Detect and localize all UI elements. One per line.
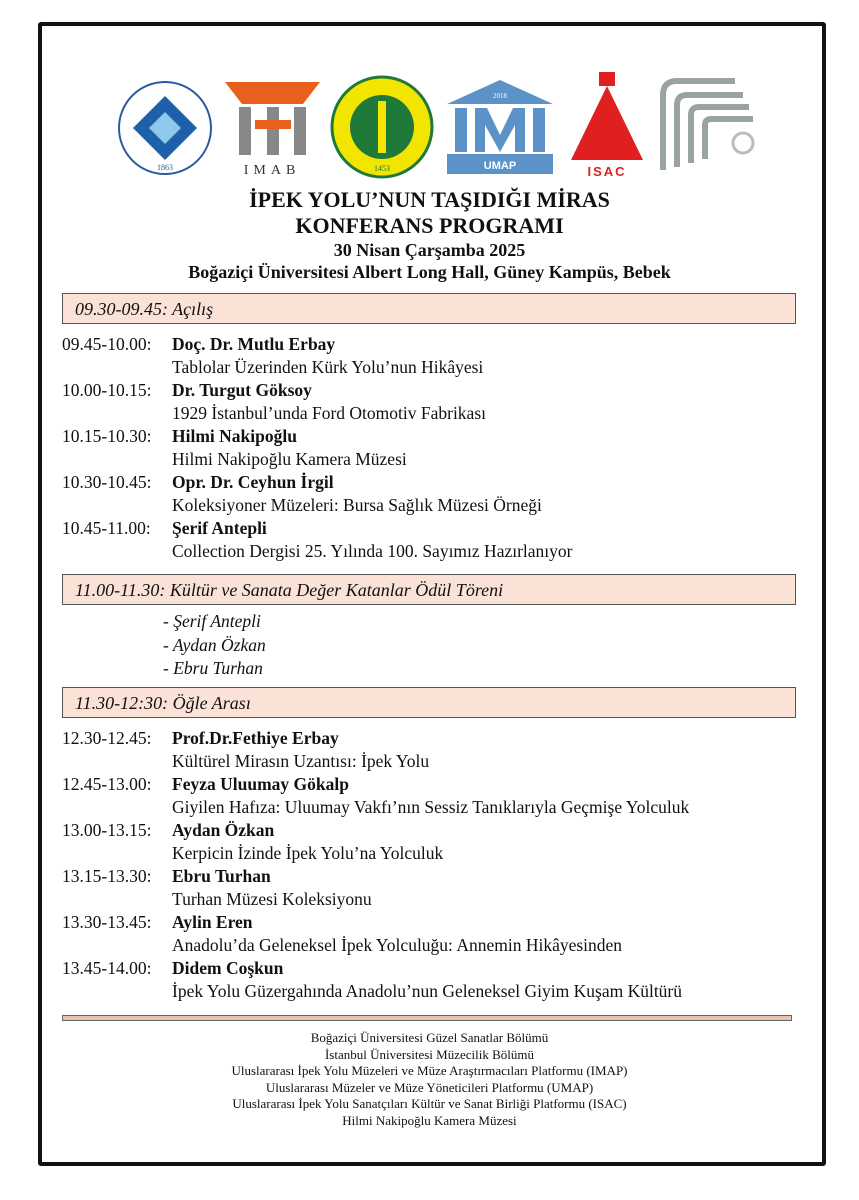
svg-text:IMAB: IMAB (243, 163, 301, 177)
program-title: İPEK YOLU’NUN TAŞIDIĞI MİRAS (249, 187, 610, 212)
speaker-name: Doç. Dr. Mutlu Erbay (172, 334, 336, 354)
entry-time: 13.15-13.30: (62, 866, 152, 886)
entry-time: 12.30-12.45: (62, 728, 152, 748)
entry-time: 12.45-13.00: (62, 774, 152, 794)
session-1 (62, 333, 572, 563)
istanbul-university-logo (330, 75, 434, 179)
svg-text:ISAC: ISAC (587, 164, 627, 179)
organizer: İstanbul Üniversitesi Müzecilik Bölümü (324, 1046, 535, 1062)
speaker-name: Aydan Özkan (172, 820, 275, 840)
talk-topic: Anadolu’da Geleneksel İpek Yolculuğu: Annemin Hikâyesinden (172, 935, 623, 955)
camera-museum-logo (655, 75, 760, 175)
talk-topic: Tablolar Üzerinden Kürk Yolu’nun Hikâyesi (172, 357, 484, 377)
svg-text:UMAP: UMAP (483, 160, 517, 172)
talk-topic: Kerpicin İzinde İpek Yolu’na Yolculuk (172, 843, 444, 863)
entry-time: 09.45-10.00: (62, 334, 152, 354)
speaker-name: Şerif Antepli (172, 518, 267, 538)
program-entry (62, 727, 689, 773)
talk-topic: Hilmi Nakipoğlu Kamera Müzesi (172, 449, 407, 469)
program-subtitle: KONFERANS PROGRAMI (295, 213, 564, 238)
divider (62, 1015, 792, 1021)
speaker-name: Didem Coşkun (172, 958, 284, 978)
speaker-name: Prof.Dr.Fethiye Erbay (172, 728, 339, 748)
entry-time: 10.00-10.15: (62, 380, 152, 400)
organizer: Hilmi Nakipoğlu Kamera Müzesi (342, 1112, 517, 1128)
section-award-ceremony: 11.00-11.30: Kültür ve Sanata Değer Katanlar Ödül Töreni (62, 574, 796, 605)
talk-topic: Giyilen Hafıza: Uluumay Vakfı’nın Sessiz Tanıklarıyla Geçmişe Yolculuk (172, 797, 690, 817)
section-lunch-break: 11.30-12:30: Öğle Arası (62, 687, 796, 718)
svg-text:2018: 2018 (493, 92, 507, 100)
award-recipient: - Aydan Özkan (163, 634, 266, 655)
award-recipients (163, 610, 266, 681)
program-date: 30 Nisan Çarşamba 2025 (333, 240, 526, 260)
svg-text:1863: 1863 (157, 163, 173, 172)
organizer: Uluslararası İpek Yolu Sanatçıları Kültür ve Sanat Birliği Platformu (ISAC) (232, 1096, 627, 1112)
entry-time: 10.45-11.00: (62, 518, 151, 538)
program-entry (62, 333, 572, 379)
program-entry (62, 957, 689, 1003)
organizer: Uluslararası Müzeler ve Müze Yöneticileri Platformu (UMAP) (265, 1079, 594, 1095)
umap-logo (445, 80, 555, 175)
program-entry (62, 911, 689, 957)
speaker-name: Hilmi Nakipoğlu (172, 426, 297, 446)
section-opening: 09.30-09.45: Açılış (62, 293, 796, 324)
program-entry (62, 819, 689, 865)
entry-time: 13.45-14.00: (62, 958, 152, 978)
organizer: Uluslararası İpek Yolu Müzeleri ve Müze Araştırmacıları Platformu (IMAP) (231, 1063, 628, 1079)
entry-time: 13.00-13.15: (62, 820, 152, 840)
isac-logo (567, 72, 647, 180)
talk-topic: 1929 İstanbul’unda Ford Otomotiv Fabrikası (172, 403, 487, 423)
organizer: Boğaziçi Üniversitesi Güzel Sanatlar Bölümü (310, 1030, 549, 1045)
program-entry (62, 773, 689, 819)
award-recipient: - Ebru Turhan (163, 658, 263, 678)
entry-time: 10.15-10.30: (62, 426, 152, 446)
speaker-name: Opr. Dr. Ceyhun İrgil (172, 472, 334, 492)
speaker-name: Ebru Turhan (172, 866, 271, 886)
speaker-name: Aylin Eren (172, 912, 253, 932)
award-recipient: - Şerif Antepli (163, 611, 261, 631)
talk-topic: İpek Yolu Güzergahında Anadolu’nun Geleneksel Giyim Kuşam Kültürü (172, 981, 683, 1001)
entry-time: 13.30-13.45: (62, 912, 152, 932)
talk-topic: Turhan Müzesi Koleksiyonu (172, 889, 372, 909)
talk-topic: Kültürel Mirasın Uzantısı: İpek Yolu (172, 751, 430, 771)
program-entry (62, 379, 572, 425)
talk-topic: Collection Dergisi 25. Yılında 100. Sayımız Hazırlanıyor (172, 541, 573, 561)
bogazici-logo (115, 78, 215, 178)
speaker-name: Dr. Turgut Göksoy (172, 380, 312, 400)
program-entry (62, 425, 572, 471)
program-entry (62, 471, 572, 517)
speaker-name: Feyza Uluumay Gökalp (172, 774, 349, 794)
session-2 (62, 727, 689, 1003)
program-entry (62, 517, 572, 563)
talk-topic: Koleksiyoner Müzeleri: Bursa Sağlık Müzesi Örneği (172, 495, 542, 515)
svg-text:1453: 1453 (374, 164, 390, 173)
organizers-footer (0, 1030, 859, 1130)
program-entry (62, 865, 689, 911)
program-venue: Boğaziçi Üniversitesi Albert Long Hall, Güney Kampüs, Bebek (188, 262, 671, 282)
logo-row (115, 70, 765, 180)
imab-logo (225, 82, 320, 177)
entry-time: 10.30-10.45: (62, 472, 152, 492)
